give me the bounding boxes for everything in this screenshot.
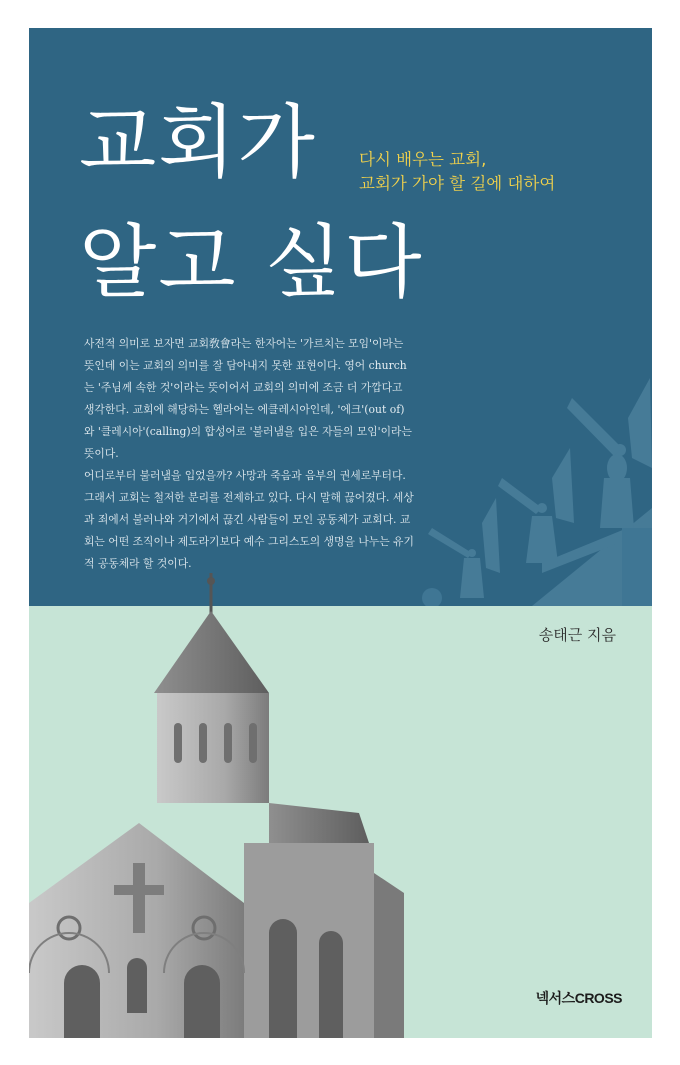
blurb-paragraph-2: 어디로부터 불러냄을 입었을까? 사망과 죽음과 음부의 권세로부터다. 그래서 교회는 철저한 분리를 전제하고 있다. 다시 말해 끊어졌다. 세상과 죄에서 불러나와 거기에서 끊긴 사람들이 모인 공동체가 교회다. 교회는 어떤 조직이나 제도라기보다 예수 그리스도의 생명을 나누는 유기적 공동체라 할 것이다. <box>84 469 414 570</box>
subtitle-line-1: 다시 배우는 교회, <box>359 150 487 169</box>
author-credit: 송태근 지음 <box>538 626 616 644</box>
cover-top-panel <box>29 28 652 606</box>
church-image <box>29 573 429 1038</box>
angel-statues-image <box>392 358 652 606</box>
subtitle-line-2: 교회가 가야 할 길에 대하여 <box>359 174 556 193</box>
blurb-paragraph-1: 사전적 의미로 보자면 교회敎會라는 한자어는 '가르치는 모임'이라는 뜻인데 이는 교회의 의미를 잘 담아내지 못한 표현이다. 영어 church는 '주님께 속한 것'이라는 뜻이어서 교회의 의미에 조금 더 가깝다고 생각한다. 교회에 해당하는 헬라어는 에클레시아인데, '에크'(out of)와 '클레시아'(calling)의 합성어로 '불러냄을 입은 자들의 모임'이라는 뜻이다. <box>84 337 412 460</box>
subtitle <box>359 148 555 196</box>
publisher-korean: 넥서스 <box>535 990 575 1006</box>
book-cover <box>29 28 652 1038</box>
cover-blurb <box>84 333 414 575</box>
publisher-latin: CROSS <box>574 990 622 1006</box>
publisher-logo <box>29 988 622 1008</box>
title-line-2: 알고 싶다 <box>79 216 424 309</box>
title-line-1: 교회가 <box>79 96 317 189</box>
